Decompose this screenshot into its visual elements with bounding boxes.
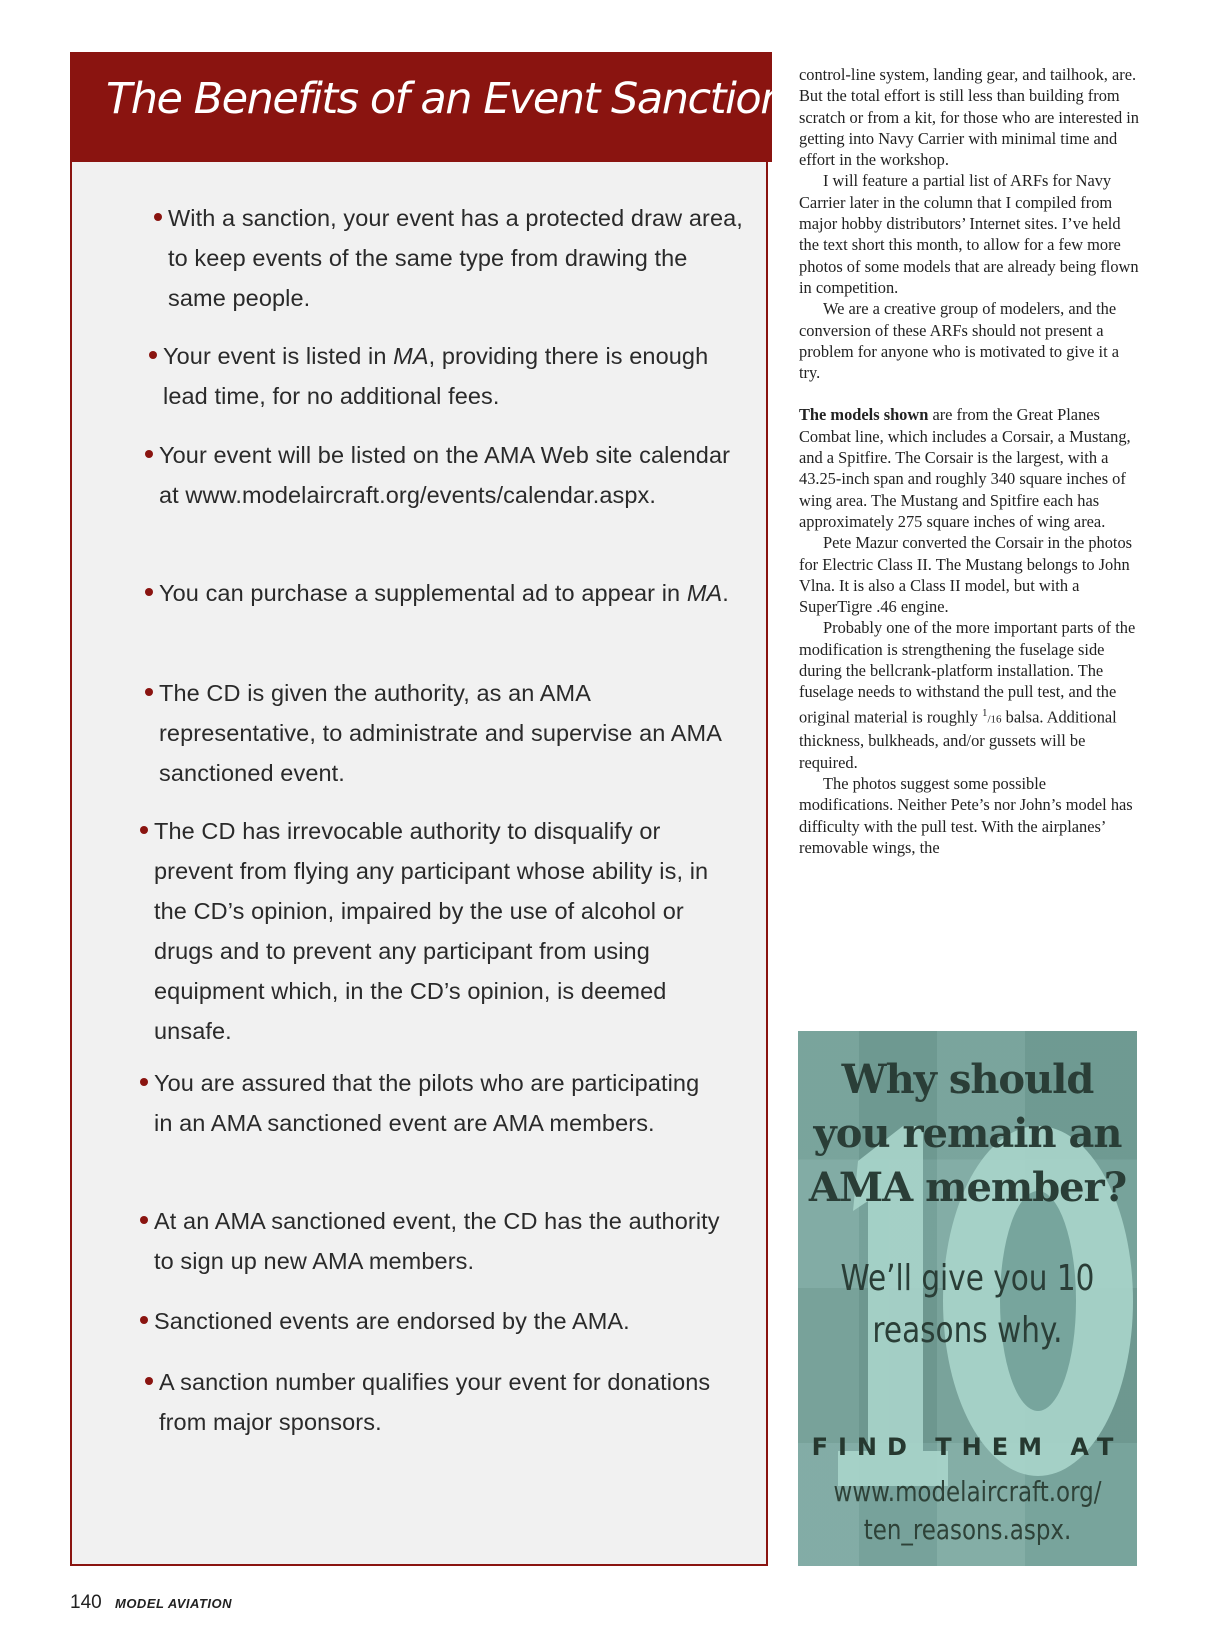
article-paragraph: Probably one of the more important parts of the modification is strengthening the fuselage side during the bellcrank-platform installation. The fuselage needs to withstand the pull test, and the original material is roughly $^1$/16 balsa. Additional thickness, bulkheads, and/or gussets will be required. — [799, 618, 1136, 772]
benefit-item — [159, 673, 739, 793]
bullet-icon — [145, 588, 153, 596]
benefit-text: A sanction number qualifies your event for donations from major sponsors. — [159, 1369, 711, 1435]
ad-subheadline: We’ll give you 10 reasons why. — [840, 1258, 1095, 1351]
benefit-text: You can purchase a supplemental ad to appear in MA. — [159, 580, 729, 606]
article-paragraph: The models shown are from the Great Planes Combat line, which includes a Corsair, a Mustang, and a Spitfire. The Corsair is the largest, with a 43.25-inch span and roughly 340 square inches of wing area. The Mustang and Spitfire each has approximately 275 square inches of wing area. — [799, 405, 1131, 531]
bullet-icon — [140, 826, 148, 834]
page-footer — [70, 1592, 232, 1614]
bullet-icon — [140, 1316, 148, 1324]
benefit-item — [159, 1362, 739, 1442]
benefit-item — [163, 336, 743, 416]
bullet-icon — [140, 1078, 148, 1086]
benefit-text: At an AMA sanctioned event, the CD has the authority to sign up new AMA members. — [154, 1208, 720, 1274]
bullet-icon — [145, 450, 153, 458]
ad-url[interactable]: www.modelaircraft.org/ ten_reasons.aspx. — [833, 1475, 1102, 1546]
ad-headline: Why should you remain an AMA member? — [808, 1056, 1127, 1211]
benefit-item — [154, 1301, 734, 1341]
bullet-icon — [145, 688, 153, 696]
benefit-text: With a sanction, your event has a protected draw area, to keep events of the same type from drawing the same people. — [168, 205, 743, 311]
paragraph-gap — [799, 383, 1139, 404]
benefit-item — [154, 1063, 714, 1143]
ama-ten-reasons-ad — [798, 1031, 1137, 1566]
lead-in-bold: The models shown — [799, 405, 929, 425]
article-column — [799, 64, 1139, 858]
benefit-text: Sanctioned events are endorsed by the AMA. — [154, 1308, 630, 1334]
benefit-text: Your event is listed in MA, providing there is enough lead time, for no additional fees. — [163, 343, 709, 409]
article-paragraph: The photos suggest some possible modifications. Neither Pete’s nor John’s model has difficulty with the pull test. With the airplanes’ removable wings, the — [799, 773, 1133, 857]
bullet-icon — [145, 1377, 153, 1385]
benefit-item — [168, 198, 748, 318]
article-paragraph: I will feature a partial list of ARFs for Navy Carrier later in the column that I compiled from major hobby distributors’ Internet sites. I’ve held the text short this month, to allow for a few more photos of some models that are already being flown in competition. — [799, 171, 1139, 297]
benefit-item — [154, 1201, 734, 1281]
article-paragraph: We are a creative group of modelers, and the conversion of these ARFs should not present a problem for anyone who is motivated to give it a try. — [799, 299, 1120, 383]
magazine-name: MODEL AVIATION — [114, 1596, 233, 1611]
benefit-item — [159, 435, 739, 515]
bullet-icon — [154, 213, 162, 221]
article-paragraph: control-line system, landing gear, and tailhook, are. But the total effort is still less than building from scratch or from a kit, for those who are interested in getting into Navy Carrier with minimal time and effort in the workshop. — [799, 65, 1139, 170]
benefit-text: The CD has irrevocable authority to disqualify or prevent from flying any participant whose ability is, in the CD’s opinion, impaired by the use of alcohol or drugs and to prevent any participant from using equipment which, in the CD’s opinion, is deemed unsafe. — [154, 818, 709, 1044]
article-paragraph: Pete Mazur converted the Corsair in the photos for Electric Class II. The Mustang belongs to John Vlna. It is also a Class II model, but with a SuperTigre .46 engine. — [799, 533, 1133, 617]
benefit-text: Your event will be listed on the AMA Web site calendar at www.modelaircraft.org/events/calendar.aspx. — [159, 442, 731, 508]
benefit-item — [159, 573, 739, 613]
benefit-text: The CD is given the authority, as an AMA representative, to administrate and supervise an AMA sanctioned event. — [159, 680, 721, 786]
sidebar-header — [70, 52, 786, 162]
page-number: 140 — [70, 1592, 102, 1613]
benefit-item — [154, 811, 714, 1051]
ad-find-label: FIND THEM AT — [811, 1433, 1124, 1461]
bullet-icon — [149, 351, 157, 359]
bullet-icon — [140, 1216, 148, 1224]
sidebar-title: The Benefits of an Event Sanction — [106, 74, 786, 124]
sidebar-box — [70, 52, 786, 1566]
benefit-text: You are assured that the pilots who are participating in an AMA sanctioned event are AMA members. — [154, 1070, 700, 1136]
